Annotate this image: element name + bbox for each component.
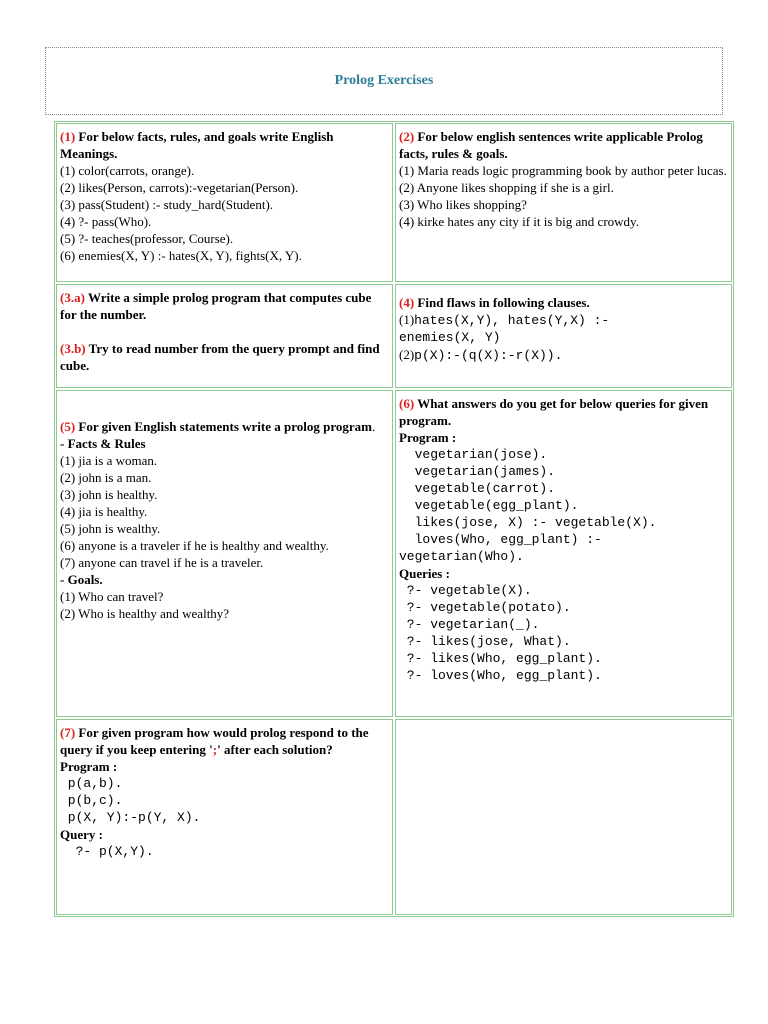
exercise-1-item: (5) ?- teaches(professor, Course). — [60, 231, 234, 246]
exercise-1-item: (6) enemies(X, Y) :- hates(X, Y), fights(X, Y). — [60, 248, 302, 263]
query-label: Query : — [60, 827, 103, 842]
fact-item: (1) jia is a woman. — [60, 453, 158, 468]
query-line: ?- vegetable(X). — [399, 583, 532, 598]
exercise-3a-number: (3.a) — [60, 290, 85, 305]
exercise-1-number: (1) — [60, 129, 76, 144]
exercise-4-title: Find flaws in following clauses. — [417, 295, 590, 310]
exercise-2-item: (1) Maria reads logic programming book by author peter lucas. — [399, 163, 727, 178]
exercise-3-cell — [56, 284, 393, 388]
exercise-2-heading — [399, 128, 728, 162]
exercise-1-item: (4) ?- pass(Who). — [60, 214, 152, 229]
clause-2-code: p(X):-(q(X):-r(X)). — [414, 348, 563, 363]
exercise-7-number: (7) — [60, 725, 76, 740]
title-box — [45, 47, 723, 115]
exercise-5-title-end: . — [372, 419, 376, 434]
exercise-5-number: (5) — [60, 419, 76, 434]
exercise-1-cell — [56, 123, 393, 282]
semicolon-highlight: ; — [212, 742, 218, 757]
exercise-5-heading — [60, 418, 389, 435]
program-line: vegetarian(james). — [399, 464, 556, 479]
exercise-5-cell — [56, 390, 393, 717]
exercise-2-cell — [395, 123, 732, 282]
exercise-7-title-end: ' after each solution? — [217, 742, 333, 757]
fact-item: (5) john is wealthy. — [60, 521, 161, 536]
exercise-3b-number: (3.b) — [60, 341, 86, 356]
program-line: vegetable(egg_plant). — [399, 498, 579, 513]
queries-label: Queries : — [399, 566, 450, 581]
program-line: loves(Who, egg_plant) :- — [399, 532, 602, 547]
fact-item: (4) jia is healthy. — [60, 504, 148, 519]
exercise-6-number: (6) — [399, 396, 415, 411]
program-line: p(a,b). — [60, 776, 123, 791]
facts-label: - Facts & Rules — [60, 436, 146, 451]
exercise-6-cell — [395, 390, 732, 717]
exercise-6-title: What answers do you get for below queries for given program. — [399, 396, 709, 428]
exercise-1-item: (1) color(carrots, orange). — [60, 163, 195, 178]
program-line: likes(jose, X) :- vegetable(X). — [399, 515, 657, 530]
exercise-2-item: (4) kirke hates any city if it is big and crowdy. — [399, 214, 639, 229]
exercise-6-heading — [399, 395, 728, 429]
exercise-1-item: (3) pass(Student) :- study_hard(Student). — [60, 197, 274, 212]
query-line: ?- vegetarian(_). — [399, 617, 540, 632]
query-line: ?- likes(Who, egg_plant). — [399, 651, 602, 666]
program-line: vegetable(carrot). — [399, 481, 556, 496]
fact-item: (2) john is a man. — [60, 470, 152, 485]
exercise-7-cell — [56, 719, 393, 915]
exercise-3a-heading — [60, 289, 389, 323]
query-line: ?- vegetable(potato). — [399, 600, 571, 615]
program-label: Program : — [60, 759, 118, 774]
clause-1-continuation: enemies(X, Y) — [399, 330, 501, 345]
exercise-4-clause-1 — [399, 311, 728, 329]
exercise-7-title-start: For given program how would prolog respond to the query if you keep entering ' — [60, 725, 369, 757]
query-line: ?- loves(Who, egg_plant). — [399, 668, 602, 683]
empty-cell — [395, 719, 732, 915]
page-title: Prolog Exercises — [334, 73, 434, 88]
exercise-1-item: (2) likes(Person, carrots):-vegetarian(Person). — [60, 180, 299, 195]
goals-label: - Goals. — [60, 572, 103, 587]
exercise-2-item: (3) Who likes shopping? — [399, 197, 527, 212]
exercise-4-cell — [395, 284, 732, 388]
exercise-5-title: For given English statements write a prolog program — [78, 419, 372, 434]
fact-item: (3) john is healthy. — [60, 487, 158, 502]
exercise-4-clause-2 — [399, 346, 728, 364]
exercise-3b-heading — [60, 340, 389, 374]
clause-1-code: hates(X,Y), hates(Y,X) :- — [414, 313, 610, 328]
exercise-3a-title: Write a simple prolog program that computes cube for the number. — [60, 290, 372, 322]
program-line: vegetarian(Who). — [399, 549, 524, 564]
exercise-2-title: For below english sentences write applicable Prolog facts, rules & goals. — [399, 129, 703, 161]
goal-item: (1) Who can travel? — [60, 589, 164, 604]
query-line: ?- likes(jose, What). — [399, 634, 571, 649]
program-line: p(X, Y):-p(Y, X). — [60, 810, 201, 825]
fact-item: (7) anyone can travel if he is a traveler. — [60, 555, 264, 570]
fact-item: (6) anyone is a traveler if he is healthy and wealthy. — [60, 538, 329, 553]
exercise-4-heading — [399, 294, 728, 311]
program-line: vegetarian(jose). — [399, 447, 548, 462]
query-line: ?- p(X,Y). — [60, 844, 154, 859]
clause-1-number: (1) — [399, 312, 415, 327]
exercise-7-heading — [60, 724, 389, 758]
exercise-1-title: For below facts, rules, and goals write English Meanings. — [60, 129, 334, 161]
clause-2-number: (2) — [399, 347, 415, 362]
exercise-3b-title: Try to read number from the query prompt and find cube. — [60, 341, 380, 373]
program-label: Program : — [399, 430, 457, 445]
goal-item: (2) Who is healthy and wealthy? — [60, 606, 230, 621]
exercise-1-heading — [60, 128, 389, 162]
exercise-4-number: (4) — [399, 295, 415, 310]
exercise-2-number: (2) — [399, 129, 415, 144]
exercise-2-item: (2) Anyone likes shopping if she is a girl. — [399, 180, 614, 195]
program-line: p(b,c). — [60, 793, 123, 808]
